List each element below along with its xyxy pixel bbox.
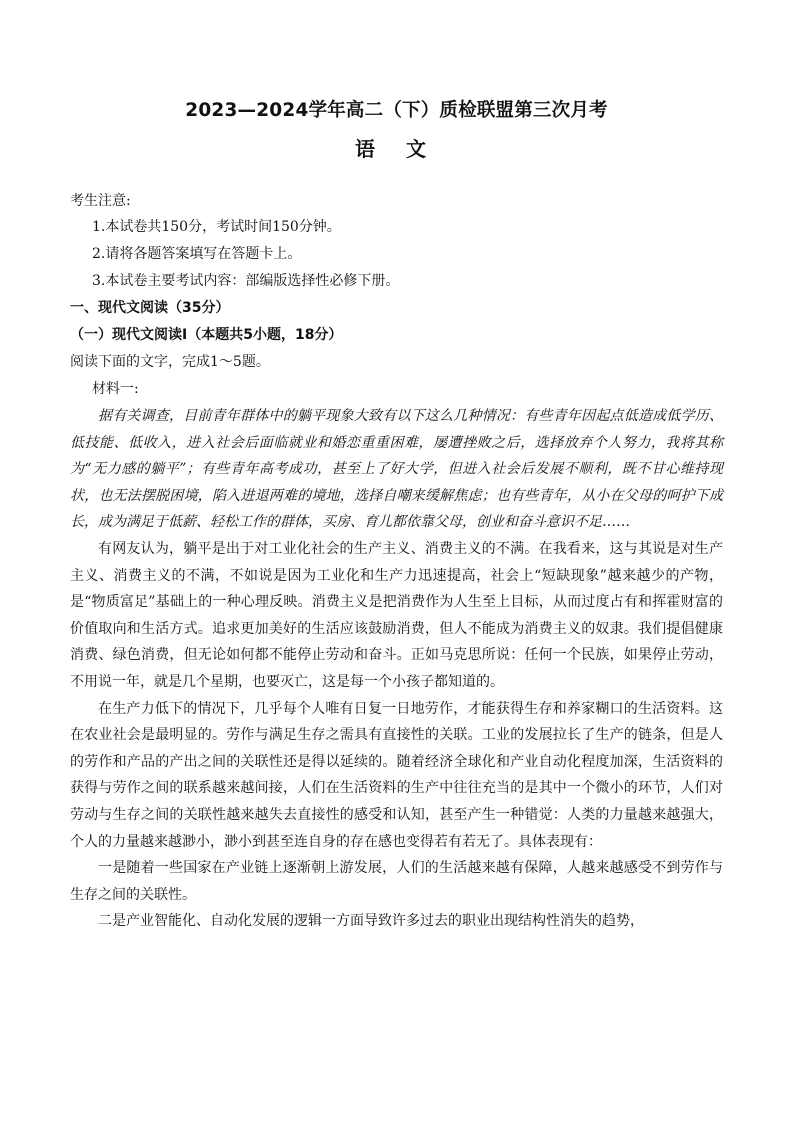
paragraph-5: 二是产业智能化、自动化发展的逻辑一方面导致许多过去的职业出现结构性消失的趋势，	[98, 913, 644, 930]
paragraph-1: 据有关调查，目前青年群体中的躺平现象大致有以下这么几种情况：有些青年因起点低造成低学历、低技能、低收入，进入社会后面临就业和婚恋重重困难，屡遭挫败之后，选择放弃个人努力，我将其称为“无力感的躺平”；有些青年高考成功，甚至上了好大学，但进入社会后发展不顺利，既不甘心维持现状，也无法摆脱困境，陷入进退两难的境地，选择自嘲来缓解焦虑；也有些青年，从小在父母的呵护下成长，成为满足于低薪、轻松工作的群体，买房、育儿都依靠父母，创业和奋斗意识不足……	[70, 408, 723, 531]
exam-title: 2023—2024学年高二（下）质检联盟第三次月考	[185, 100, 608, 121]
notice-item-2: 2.请将各题答案填写在答题卡上。	[92, 246, 302, 262]
notice-heading: 考生注意:	[70, 193, 131, 209]
notice-item-1: 1.本试卷共150分，考试时间150分钟。	[92, 219, 341, 235]
subject-title: 语 文	[355, 137, 438, 161]
reading-instruction: 阅读下面的文字，完成1～5题。	[70, 354, 270, 370]
notice-item-3: 3.本试卷主要考试内容：部编版选择性必修下册。	[92, 273, 400, 289]
part-title: （一）现代文阅读Ⅰ（本题共5小题，18分）	[70, 327, 343, 343]
paragraph-4: 一是随着一些国家在产业链上逐渐朝上游发展，人们的生活越来越有保障，人越来越感受不到劳作与生存之间的关联性。	[70, 860, 723, 903]
section-title: 一、现代文阅读（35分）	[70, 300, 230, 316]
paragraph-2: 有网友认为，躺平是出于对工业化社会的生产主义、消费主义的不满。在我看来，这与其说是对生产主义、消费主义的不满，不如说是因为工业化和生产力迅速提高，社会上“短缺现象”越来越少的产物，是“物质富足”基础上的一种心理反映。消费主义是把消费作为人生至上目标，从而过度占有和挥霍财富的价值取向和生活方式。追求更加美好的生活应该鼓励消费，但人不能成为消费主义的奴隶。我们提倡健康消费、绿色消费，但无论如何都不能停止劳动和奋斗。正如马克思所说：任何一个民族，如果停止劳动，不用说一年，就是几个星期，也要灭亡，这是每一个小孩子都知道的。	[70, 540, 723, 690]
material-label: 材料一:	[92, 381, 139, 397]
paragraph-3: 在生产力低下的情况下，几乎每个人唯有日复一日地劳作，才能获得生存和养家糊口的生活资料。这在农业社会是最明显的。劳作与满足生存之需具有直接性的关联。工业的发展拉长了生产的链条，但是人的劳作和产品的产出之间的关联性还是得以延续的。随着经济全球化和产业自动化程度加深，生活资料的获得与劳作之间的联系越来越间接，人们在生活资料的生产中往往充当的是其中一个微小的环节，人们对劳动与生存之间的关联性越来越失去直接性的感受和认知，甚至产生一种错觉：人类的力量越来越强大，个人的力量越来越渺小，渺小到甚至连自身的存在感也变得若有若无了。具体表现有：	[70, 700, 723, 850]
